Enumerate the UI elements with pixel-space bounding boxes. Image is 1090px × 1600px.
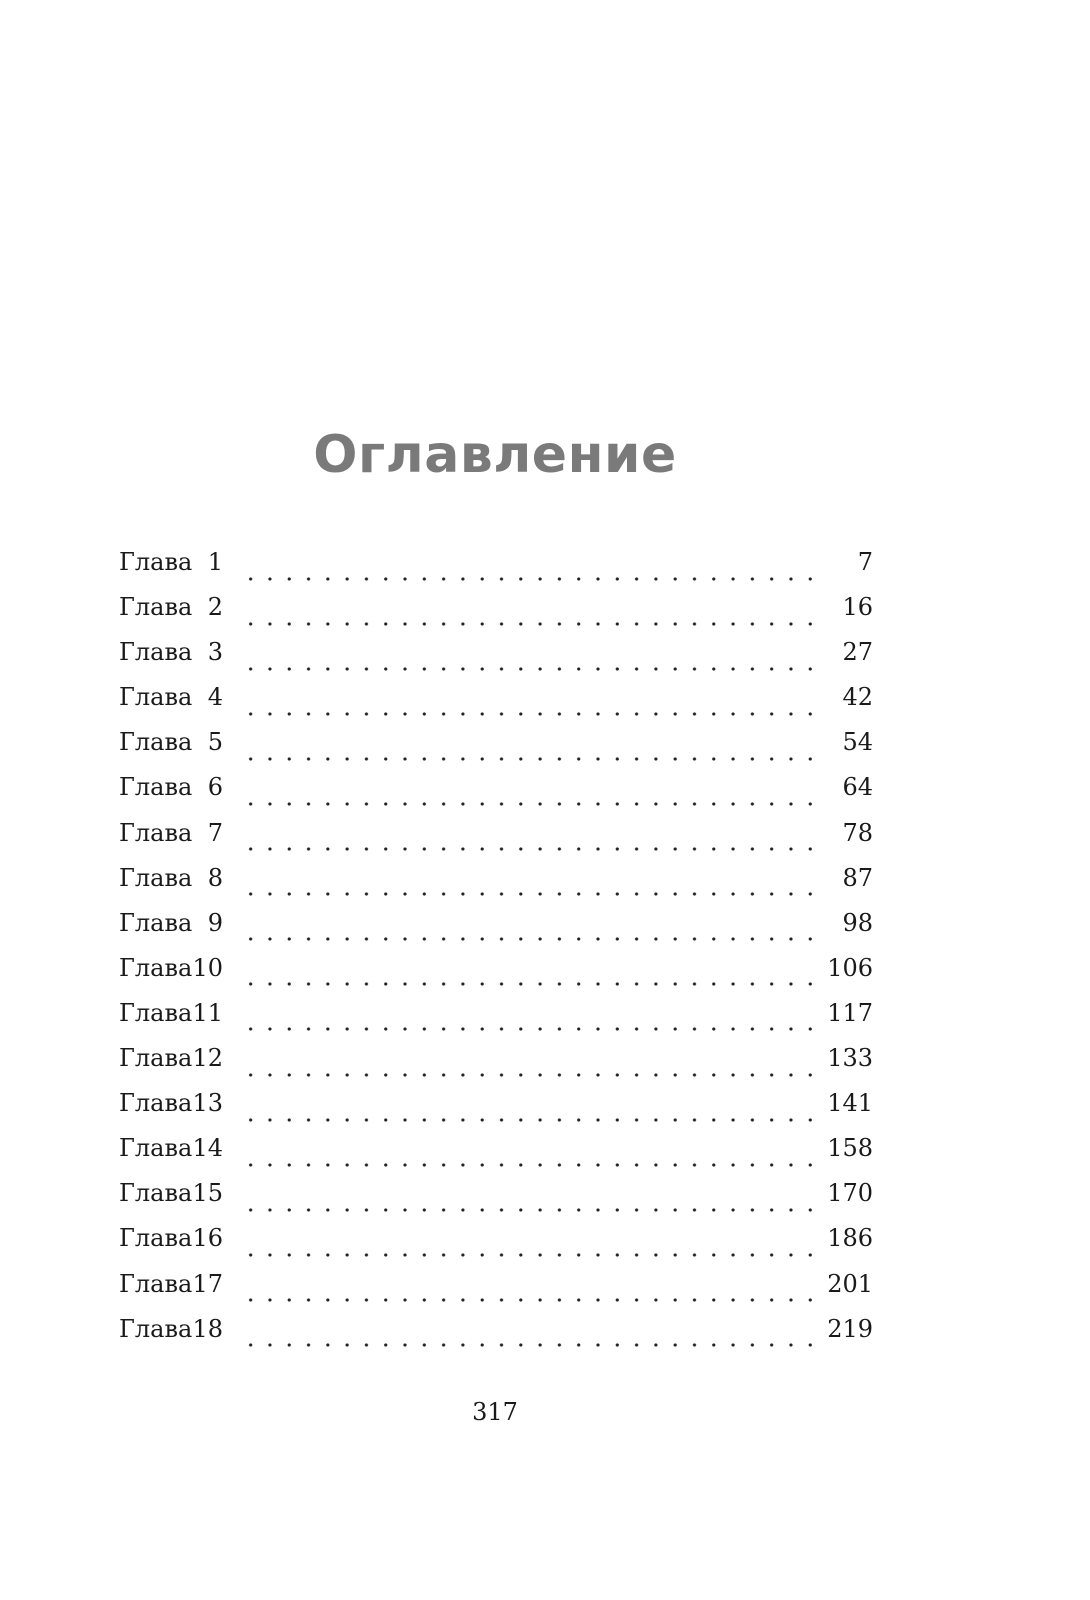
chapter-number: 7 — [207, 818, 223, 847]
chapter-number: 16 — [192, 1224, 223, 1253]
chapter-number: 17 — [192, 1269, 223, 1298]
toc-entry — [119, 683, 873, 728]
dot-leader — [241, 937, 827, 941]
chapter-number: 18 — [192, 1314, 223, 1343]
chapter-page-number: 219 — [827, 1314, 873, 1343]
chapter-page-number: 54 — [842, 728, 873, 757]
toc-entry — [119, 1315, 873, 1360]
chapter-label: Глава — [119, 1179, 193, 1208]
dot-leader — [241, 1298, 819, 1302]
chapter-label: Глава — [119, 593, 193, 622]
toc-entry — [119, 909, 873, 954]
dot-leader — [241, 1343, 819, 1347]
chapter-page-number: 170 — [827, 1179, 873, 1208]
chapter-page-number: 133 — [827, 1044, 873, 1073]
chapter-page-number: 186 — [827, 1224, 873, 1253]
chapter-page-number: 78 — [842, 818, 873, 847]
dot-leader — [241, 802, 827, 806]
chapter-label: Глава — [119, 1044, 193, 1073]
chapter-page-number: 42 — [842, 683, 873, 712]
chapter-page-number: 16 — [842, 593, 873, 622]
dot-leader — [241, 1253, 819, 1257]
chapter-number: 10 — [192, 953, 223, 982]
chapter-label: Глава — [119, 1269, 193, 1298]
chapter-label: Глава — [119, 548, 193, 576]
chapter-label: Глава — [119, 863, 193, 892]
chapter-label: Глава — [119, 638, 193, 667]
chapter-number: 11 — [192, 998, 223, 1027]
page-number: 317 — [472, 1398, 518, 1426]
toc-entry — [119, 1044, 873, 1089]
toc-entry — [119, 638, 873, 683]
chapter-label: Глава — [119, 683, 193, 712]
chapter-label: Глава — [119, 1224, 193, 1253]
chapter-label: Глава — [119, 1089, 193, 1118]
chapter-number: 15 — [192, 1179, 223, 1208]
toc-entry — [119, 999, 873, 1044]
dot-leader — [241, 1163, 819, 1167]
dot-leader — [241, 622, 827, 626]
dot-leader — [241, 1118, 819, 1122]
dot-leader — [241, 1208, 819, 1212]
toc-entry — [119, 1179, 873, 1224]
chapter-number: 9 — [207, 908, 223, 937]
chapter-page-number: 201 — [827, 1269, 873, 1298]
dot-leader — [241, 847, 827, 851]
toc-entry — [119, 593, 873, 638]
table-of-contents — [119, 548, 873, 1360]
dot-leader — [241, 982, 819, 986]
chapter-page-number: 87 — [842, 863, 873, 892]
chapter-page-number: 64 — [842, 773, 873, 802]
toc-entry — [119, 864, 873, 909]
chapter-number: 1 — [207, 548, 223, 576]
chapter-label: Глава — [119, 773, 193, 802]
chapter-label: Глава — [119, 953, 193, 982]
chapter-number: 6 — [207, 773, 223, 802]
chapter-page-number: 141 — [827, 1089, 873, 1118]
chapter-label: Глава — [119, 1134, 193, 1163]
dot-leader — [241, 667, 827, 671]
chapter-number: 13 — [192, 1089, 223, 1118]
chapter-page-number: 106 — [827, 953, 873, 982]
chapter-page-number: 158 — [827, 1134, 873, 1163]
chapter-label: Глава — [119, 728, 193, 757]
chapter-number: 2 — [207, 593, 223, 622]
chapter-page-number: 117 — [827, 998, 873, 1027]
chapter-label: Глава — [119, 818, 193, 847]
chapter-page-number: 7 — [857, 548, 873, 576]
dot-leader — [241, 757, 827, 761]
chapter-number: 12 — [192, 1044, 223, 1073]
toc-entry — [119, 773, 873, 818]
toc-entry — [119, 728, 873, 773]
dot-leader — [241, 1027, 819, 1031]
chapter-number: 3 — [207, 638, 223, 667]
chapter-label: Глава — [119, 908, 193, 937]
chapter-number: 8 — [207, 863, 223, 892]
toc-entry — [119, 1224, 873, 1269]
chapter-number: 4 — [207, 683, 223, 712]
chapter-label: Глава — [119, 998, 193, 1027]
chapter-page-number: 98 — [842, 908, 873, 937]
toc-entry — [119, 1089, 873, 1134]
chapter-label: Глава — [119, 1314, 193, 1343]
dot-leader — [241, 1073, 819, 1077]
dot-leader — [241, 892, 827, 896]
chapter-number: 14 — [192, 1134, 223, 1163]
dot-leader — [241, 712, 827, 716]
toc-entry — [119, 1134, 873, 1179]
chapter-page-number: 27 — [842, 638, 873, 667]
dot-leader — [241, 577, 827, 581]
toc-entry — [119, 1270, 873, 1315]
chapter-number: 5 — [207, 728, 223, 757]
page-title: Оглавление — [313, 425, 677, 485]
toc-entry — [119, 548, 873, 593]
toc-entry — [119, 819, 873, 864]
toc-entry — [119, 954, 873, 999]
